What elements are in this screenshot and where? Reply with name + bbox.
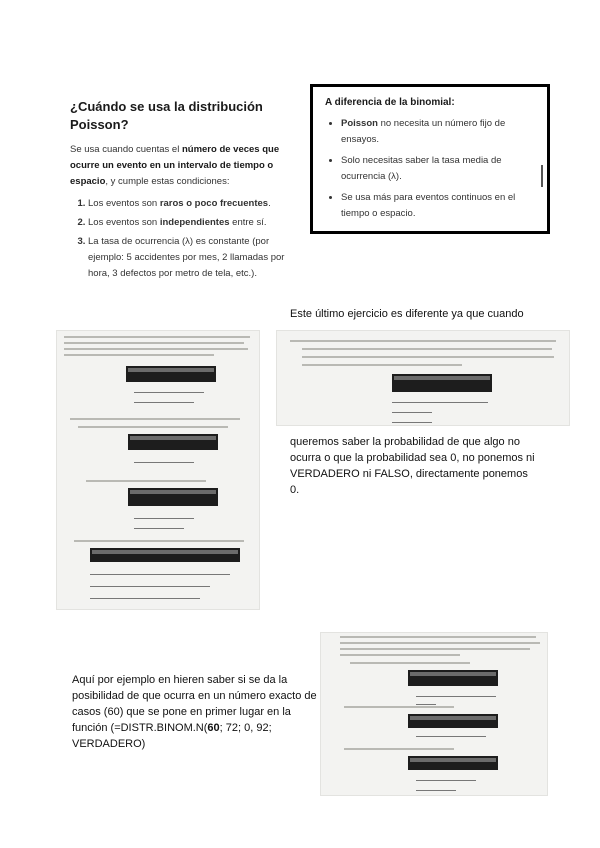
caption-top: Este último ejercicio es diferente ya que cuando [290,308,524,320]
item-text-end: entre sí. [229,217,267,228]
item-text: Se usa más para eventos continuos en el tiempo o espacio. [341,192,516,219]
scrollbar[interactable] [541,165,543,187]
list-item [88,196,292,212]
list-item [341,190,533,222]
poisson-section [70,98,292,285]
item-text-end: . [268,198,271,209]
caption-text-end: ; 72; 0, 92; VERDADERO) [72,722,272,750]
caption-text: Aquí por ejemplo en hieren saber si se da la posibilidad de que ocurra en un número exacto de casos (60) que se pone en primer lugar en la función (=DISTR.BINOM.N( [72,674,317,734]
poisson-intro [70,142,292,190]
intro-text-end: , y cumple estas condiciones: [105,176,230,187]
item-bold: Poisson [341,118,378,129]
worksheet-photo-1 [56,330,260,610]
item-text: Solo necesitas saber la tasa media de ocurrencia (λ). [341,155,502,182]
item-text: no necesita un número fijo de ensayos. [341,118,506,145]
binomial-list [325,116,533,222]
list-item [341,153,533,185]
worksheet-photo-3 [320,632,548,796]
list-item [88,215,292,231]
item-bold: raros o poco frecuentes [159,198,269,209]
item-bold: independientes [159,217,230,228]
caption-bottom [72,672,318,752]
intro-bold: número de veces que ocurre un evento en un intervalo de tiempo o espacio [70,144,280,187]
worksheet-photo-2 [276,330,570,426]
binomial-title: A diferencia de la binomial: [325,97,455,108]
item-text: Los eventos son [88,198,160,209]
item-text: La tasa de ocurrencia (λ) es constante (por ejemplo: 5 accidentes por mes, 2 llamadas por hora, 3 defectos por metro de tela, etc.). [88,236,285,279]
caption-middle: queremos saber la probabilidad de que algo no ocurra o que la probabilidad sea 0, no ponemos ni VERDADERO ni FALSO, directamente ponemos 0. [290,436,535,496]
list-item [88,234,292,282]
poisson-conditions-list [70,196,292,282]
binomial-box [310,84,550,234]
intro-text: Se usa cuando cuentas el [70,144,182,155]
item-text: Los eventos son [88,217,160,228]
poisson-title: ¿Cuándo se usa la distribución Poisson? [70,99,263,132]
caption-bold: 60 [207,722,220,734]
list-item [341,116,533,148]
